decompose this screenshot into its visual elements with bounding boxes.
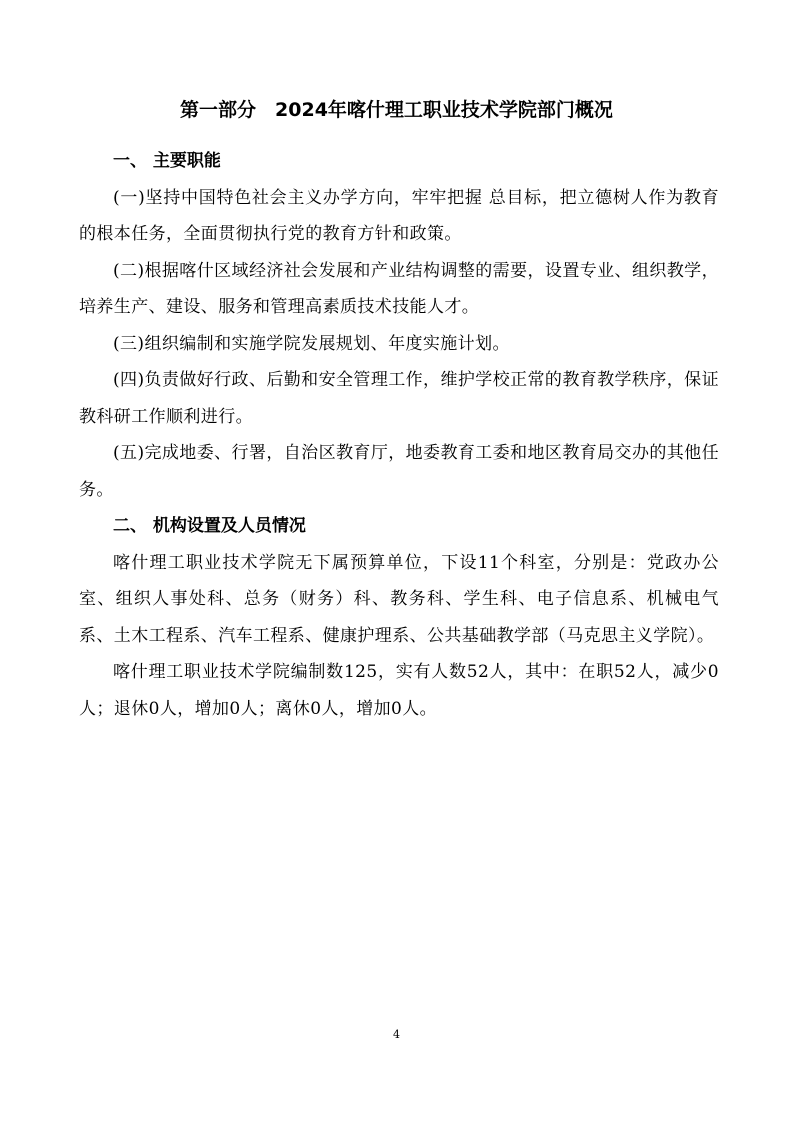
section-main-functions	[79, 143, 719, 508]
paragraph: (一)坚持中国特色社会主义办学方向，牢牢把握 总目标，把立德树人作为教育的根本任务，全面贯彻执行党的教育方针和政策。	[79, 187, 719, 244]
section-heading: 二、 机构设置及人员情况	[113, 516, 306, 536]
paragraph: (二)根据喀什区域经济社会发展和产业结构调整的需要，设置专业、组织教学，培养生产、建设、服务和管理高素质技术技能人才。	[79, 260, 719, 317]
page-number: 4	[393, 1028, 400, 1041]
paragraph: (三)组织编制和实施学院发展规划、年度实施计划。	[113, 333, 510, 354]
section-heading: 一、 主要职能	[113, 151, 221, 171]
page-title: 第一部分 2024年喀什理工职业技术学院部门概况	[180, 99, 613, 121]
paragraph: (四)负责做好行政、后勤和安全管理工作，维护学校正常的教育教学秩序，保证教科研工作顺利进行。	[79, 370, 719, 427]
section-organization-staff	[79, 508, 719, 727]
paragraph: (五)完成地委、行署，自治区教育厅，地委教育工委和地区教育局交办的其他任务。	[79, 443, 719, 500]
document-body	[79, 143, 719, 727]
paragraph: 喀什理工职业技术学院编制数125，实有人数52人，其中：在职52人，减少0人；退休0人，增加0人；离休0人，增加0人。	[79, 662, 719, 719]
paragraph: 喀什理工职业技术学院无下属预算单位，下设11个科室，分别是：党政办公室、组织人事处科、总务（财务）科、教务科、学生科、电子信息系、机械电气系、土木工程系、汽车工程系、健康护理系、公共基础教学部（马克思主义学院）。	[79, 552, 719, 646]
